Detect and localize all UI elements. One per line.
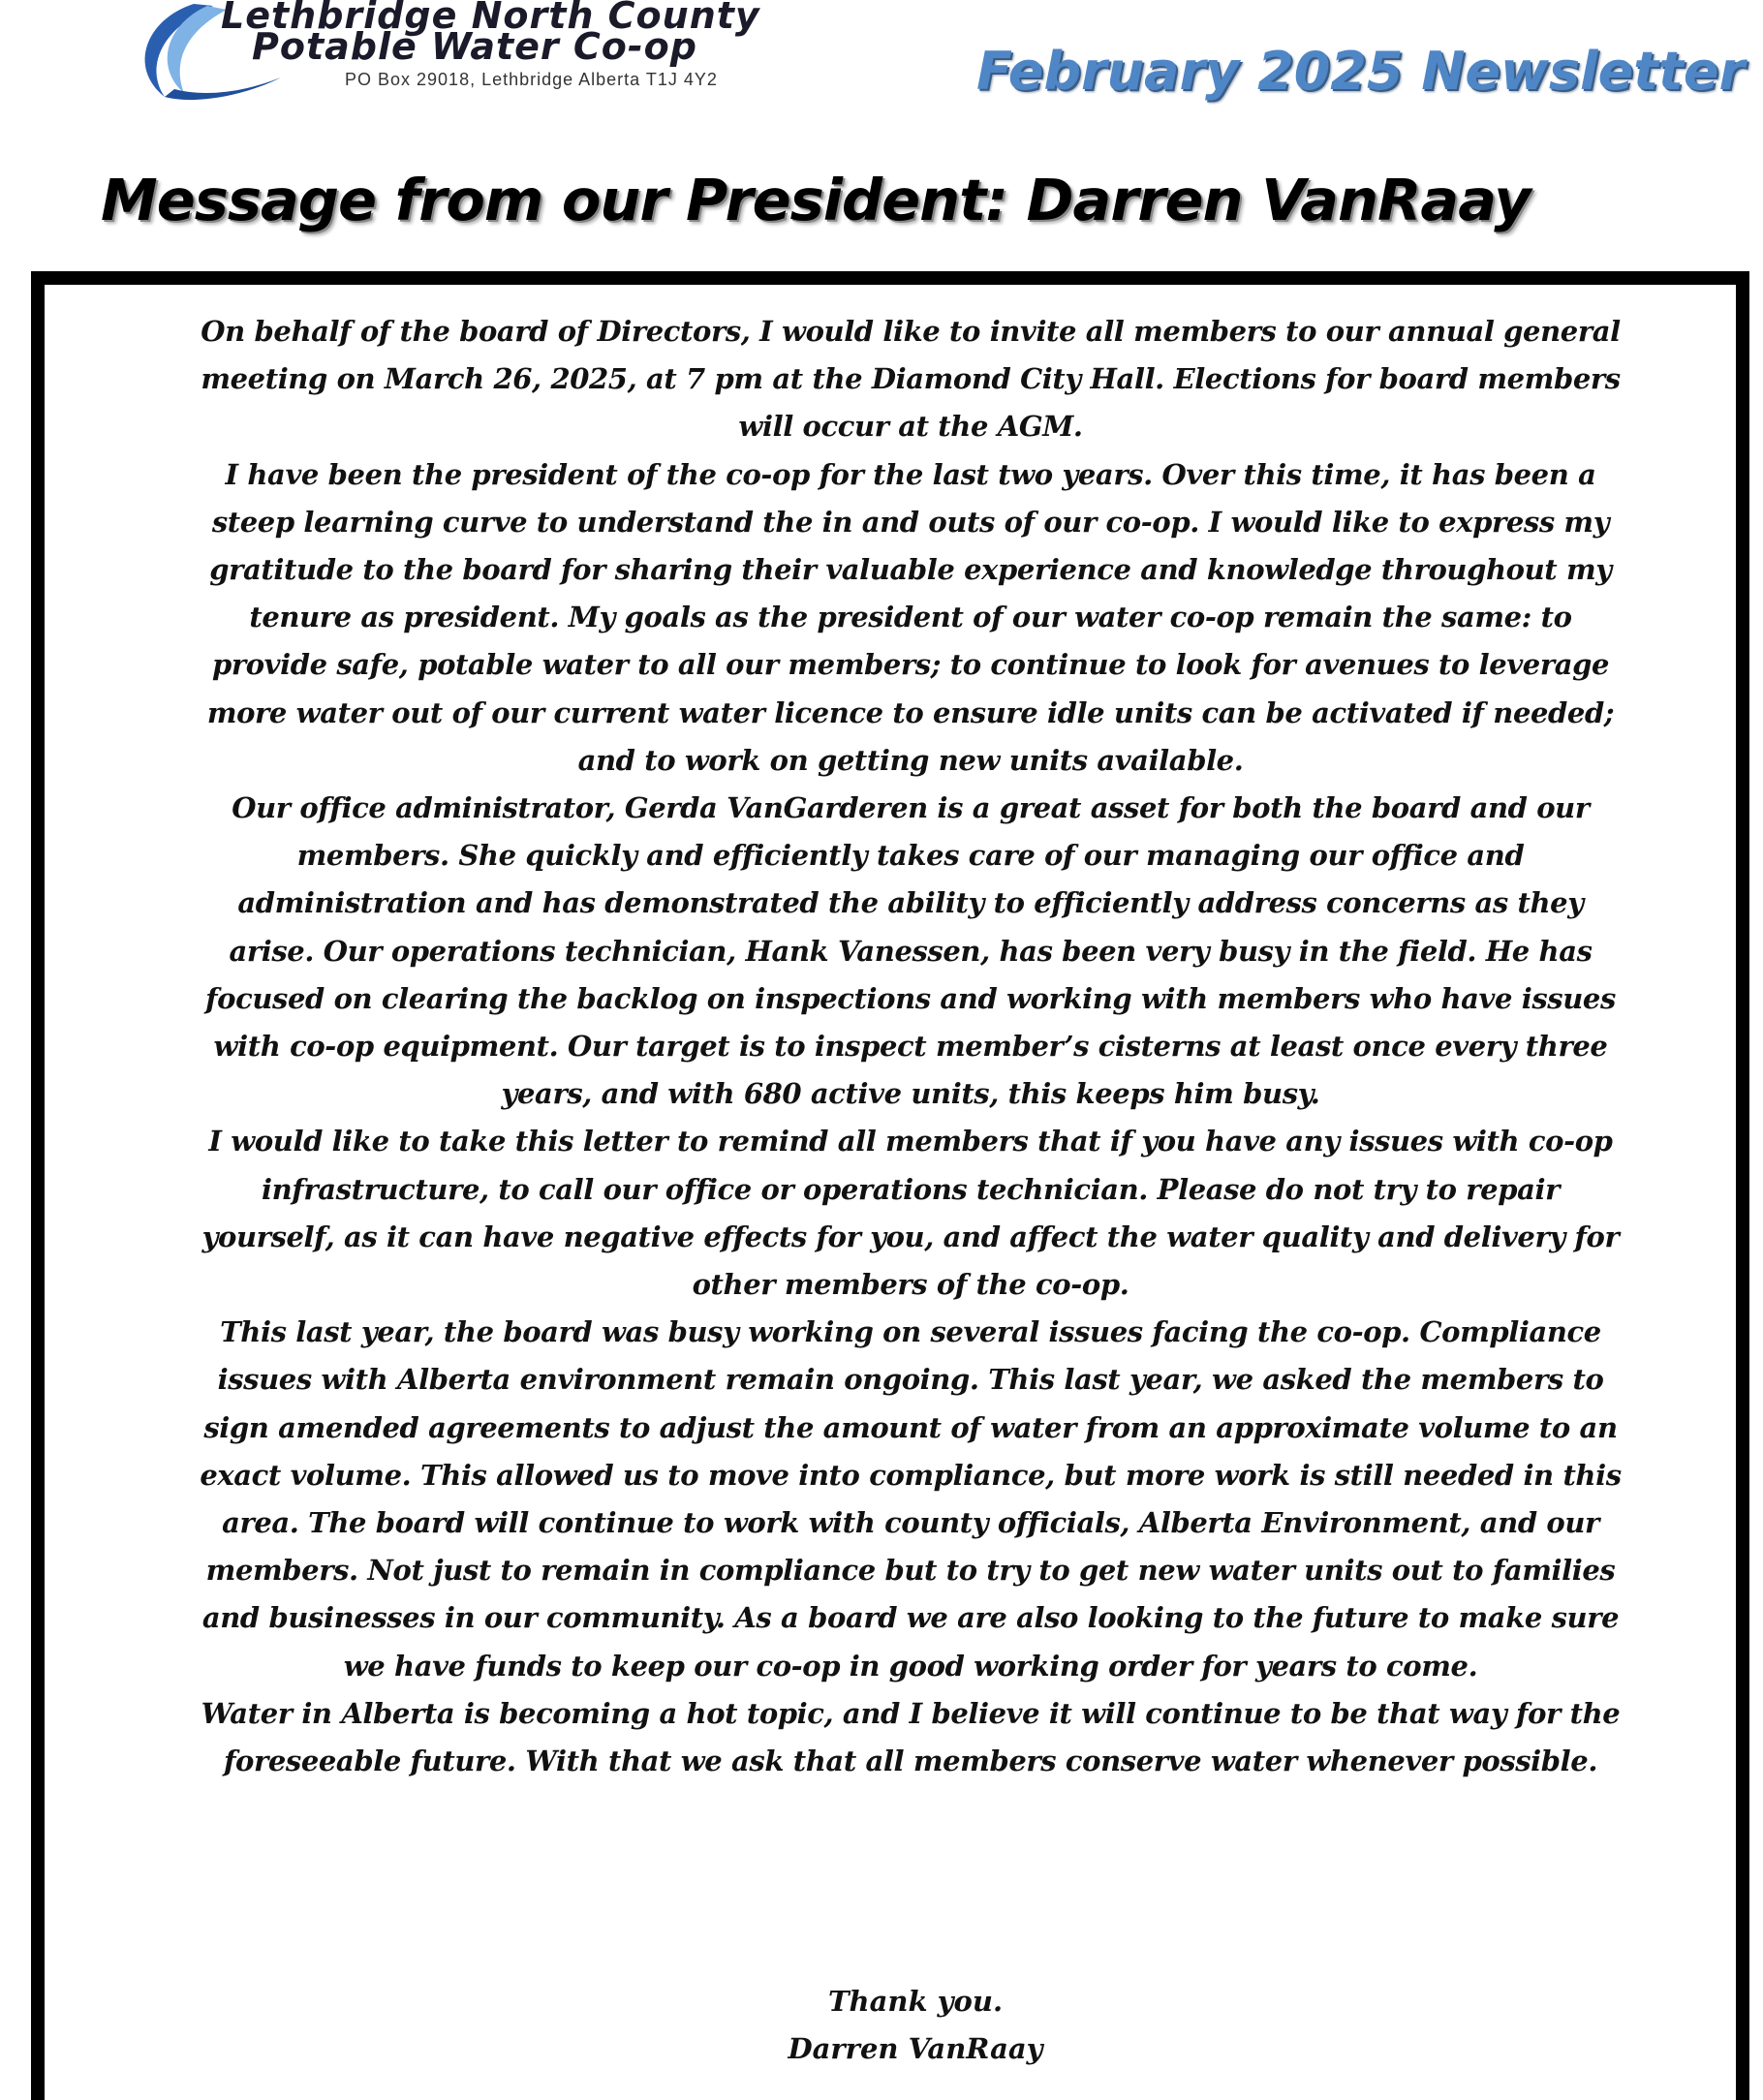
newsletter-title: February 2025 Newsletter <box>976 41 1746 102</box>
letter-closing-block <box>581 1978 1250 2073</box>
letter-paragraph: I have been the president of the co-op for the last two years. Over this time, it has been a steep learning curve to understand the in and outs of our co-op. I would like to express my gratitude to the board for sharing their valuable experience and knowledge throughout my tenure as president. My goals as the president of our water co-op remain the same: to provide safe, potable water to all our members; to continue to look for avenues to leverage more water out of our current water licence to ensure idle units can be activated if needed; and to work on getting new units available. <box>206 457 1615 777</box>
letter-paragraph: Our office administrator, Gerda VanGarderen is a great asset for both the board and our members. She quickly and efficiently takes care of our managing our office and administration and has demonstrated the ability to efficiently address concerns as they arise. Our operations technician, Hank Vanessen, has been very busy in the field. He has focused on clearing the backlog on inspections and working with members who have issues with co-op equipment. Our target is to inspect member’s cisterns at least once every three years, and with 680 active units, this keeps him busy. <box>205 791 1616 1111</box>
org-name-line2: Potable Water Co-op <box>252 25 697 68</box>
letter-paragraph: This last year, the board was busy working on several issues facing the co-op. Compliance issues with Alberta environment remain ongoing. This last year, we asked the members to sign amended agreements to adjust the amount of water from an approximate volume to an exact volume. This allowed us to move into compliance, but more work is still needed in this area. The board will continue to work with county officials, Alberta Environment, and our members. Not just to remain in compliance but to try to get new water units out to families and businesses in our community. As a board we are also looking to the future to make sure we have funds to keep our co-op in good working order for years to come. <box>200 1315 1622 1683</box>
closing-thank-you: Thank you. <box>827 1985 1004 2018</box>
letter-paragraph: On behalf of the board of Directors, I would like to invite all members to our annual general meeting on March 26, 2025, at 7 pm at the Diamond City Hall. Elections for board members will occur at the AGM. <box>201 315 1621 444</box>
signature-name: Darren VanRaay <box>788 2032 1043 2065</box>
org-name-line1: Lethbridge North County <box>221 0 760 37</box>
org-address: PO Box 29018, Lethbridge Alberta T1J 4Y2 <box>345 70 718 89</box>
letter-paragraph: I would like to take this letter to remind all members that if you have any issues with co-op infrastructure, to call our office or operations technician. Please do not try to repair yourself, as it can have negative effects for you, and affect the water quality and delivery for other members of the co-op. <box>201 1125 1620 1302</box>
president-message-heading: Message from our President: Darren VanRaay <box>101 167 1531 233</box>
letter-paragraph: Water in Alberta is becoming a hot topic, and I believe it will continue to be that way for the foreseeable future. With that we ask that all members conserve water whenever possible. <box>201 1696 1621 1778</box>
letter-body <box>194 308 1627 1785</box>
